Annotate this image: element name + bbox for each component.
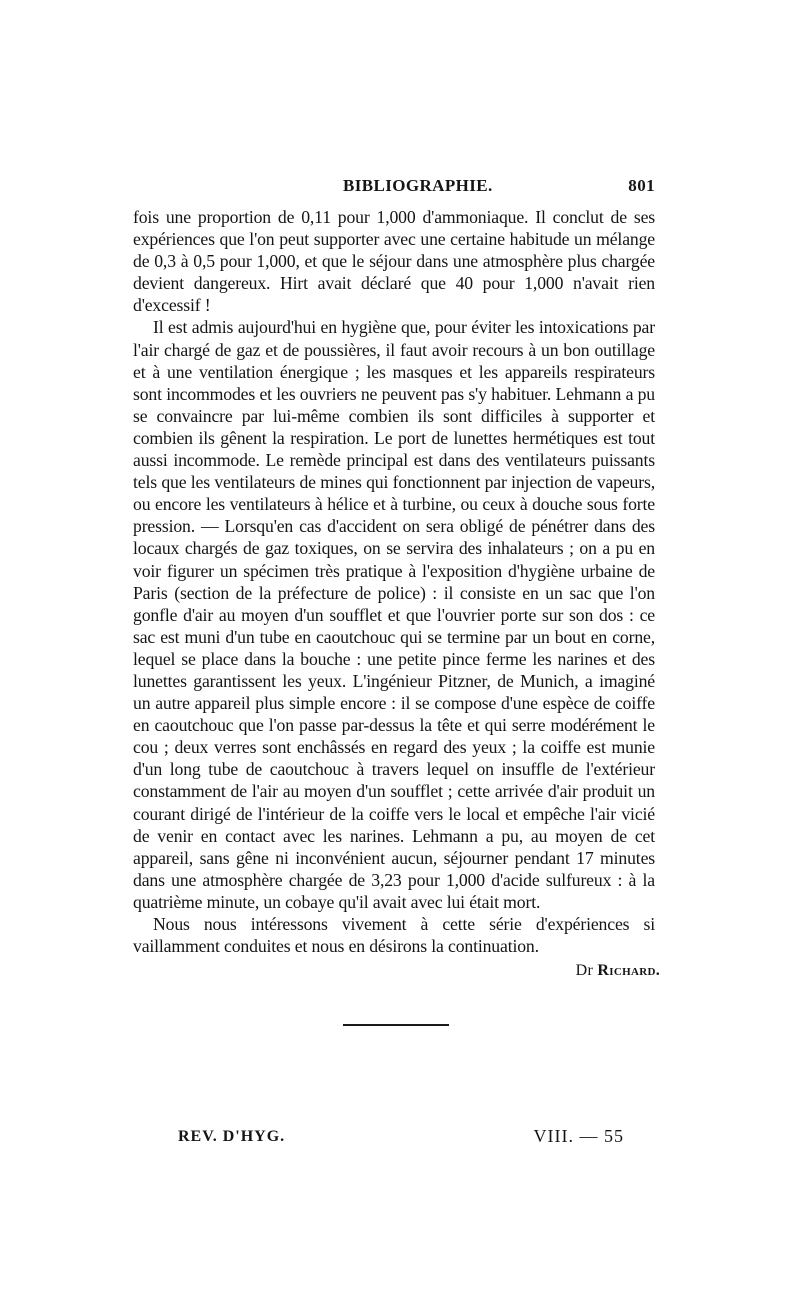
running-title: BIBLIOGRAPHIE. — [343, 176, 493, 195]
section-divider — [343, 1024, 449, 1026]
body-text — [133, 206, 655, 957]
page-footer — [178, 1126, 624, 1152]
author-signature — [576, 962, 660, 980]
paragraph-closing: Nous nous intéressons vivement à cette série d'expériences si vaillamment conduites et nous en désirons la continuation. — [133, 914, 655, 957]
signature-title: Dr — [575, 962, 594, 979]
page-number: 801 — [628, 176, 655, 195]
running-header — [133, 176, 655, 200]
signature-name: Richard. — [597, 962, 660, 979]
paragraph: Il est admis aujourd'hui en hygiène que, pour éviter les intoxications par l'air chargé de gaz et de poussières, il faut avoir recours à un bon outillage et à une ventilation énergique ; les masques et les appareils respirateurs sont incommodes et les ouvriers ne peuvent pas s'y habituer. Lehmann a pu se convaincre par lui-même combien ils sont difficiles à supporter et combien ils gênent la respiration. Le port de lunettes hermétiques est tout aussi incommode. Le remède principal est dans des ventilateurs puissants tels que les ventilateurs de mines qui fonctionnent par injection de vapeurs, ou encore les ventilateurs à hélice et à turbine, ou ceux à douche sous forte pression. — Lorsqu'en cas d'accident on sera obligé de pénétrer dans des locaux chargés de gaz toxiques, on se servira des inhalateurs ; on a pu en voir figurer un spécimen très pratique à l'exposition d'hygiène urbaine de Paris (section de la préfecture de police) : il consiste en un sac que l'on gonfle d'air au moyen d'un soufflet et que l'ouvrier porte sur son dos : ce sac est muni d'un tube en caoutchouc qui se termine par un bout en corne, lequel se place dans la bouche : une petite pince ferme les narines et des lunettes garantissent les yeux. L'ingénieur Pitzner, de Munich, a imaginé un autre appareil plus simple encore : il se compose d'une espèce de coiffe en caoutchouc que l'on passe par-dessus la tête et qui serre modérément le cou ; deux verres sont enchâssés en regard des yeux ; la coiffe est munie d'un long tube de caoutchouc à travers lequel on insuffle de l'extérieur constamment de l'air au moyen d'un soufflet ; cette arrivée d'air produit un courant dirigé de l'intérieur de la coiffe vers le local et empêche l'air vicié de venir en contact avec les narines. Lehmann a pu, au moyen de cet appareil, sans gêne ni inconvénient aucun, séjourner pendant 17 minutes dans une atmosphère chargée de 3,23 pour 1,000 d'acide sulfureux : à la quatrième minute, un cobaye qu'il avait avec lui était mort. — [133, 317, 655, 912]
volume-sheet-mark: VIII. — 55 — [533, 1126, 624, 1146]
paragraph-continued: fois une proportion de 0,11 pour 1,000 d'ammoniaque. Il conclut de ses expériences que l'on peut supporter avec une certaine habitude un mélange de 0,3 à 0,5 pour 1,000, et que le séjour dans une atmosphère plus chargée devient dangereux. Hirt avait déclaré que 40 pour 1,000 n'avait rien d'excessif ! — [133, 207, 655, 316]
journal-signature-mark: REV. D'HYG. — [178, 1128, 286, 1145]
